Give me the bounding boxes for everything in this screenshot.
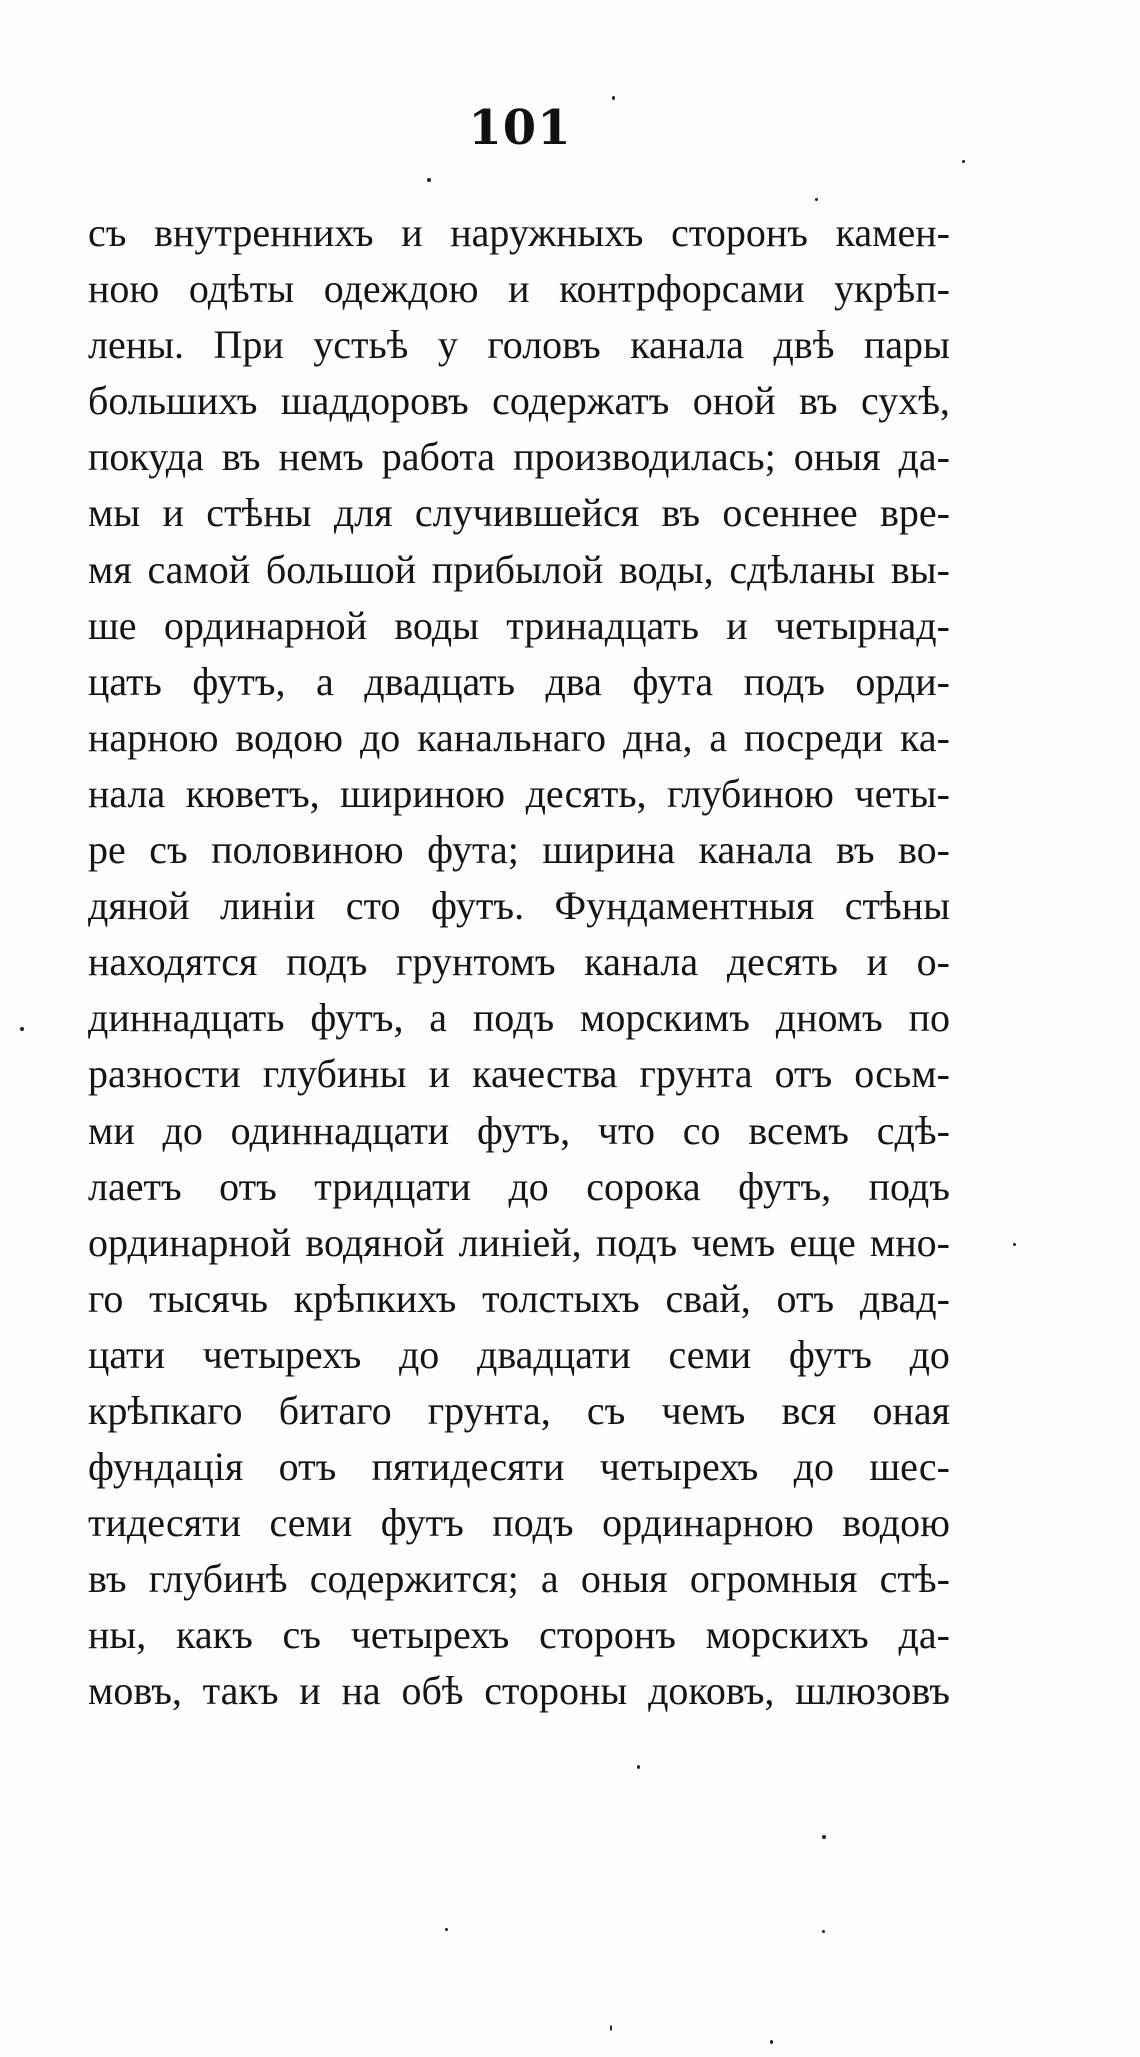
scan-speck xyxy=(445,1928,448,1931)
text-line: находятся подъ грунтомъ канала десять и о- xyxy=(88,939,950,985)
text-line: фундація отъ пятидесяти четырехъ до шес- xyxy=(88,1444,950,1490)
text-line: нарною водою до канальнаго дна, а посреди ка- xyxy=(88,714,950,760)
text-line: ны, какъ съ четырехъ сторонъ морскихъ да- xyxy=(88,1612,950,1658)
text-line: го тысячь крѣпкихъ толстыхъ свай, отъ двад- xyxy=(88,1275,950,1321)
body-text xyxy=(88,205,950,1720)
text-line: лаетъ отъ тридцати до сорока футъ, подъ xyxy=(88,1163,950,1209)
text-line: большихъ шаддоровъ содержатъ оной въ сухѣ, xyxy=(88,378,950,424)
scan-speck xyxy=(822,1930,825,1933)
scan-speck xyxy=(612,96,615,100)
text-line: лены. При устьѣ у головъ канала двѣ пары xyxy=(88,322,950,368)
text-line: диннадцать футъ, а подъ морскимъ дномъ по xyxy=(88,995,950,1041)
text-line: разности глубины и качества грунта отъ осьм- xyxy=(88,1051,950,1097)
text-line: въ глубинѣ содержится; а оныя огромныя стѣ- xyxy=(88,1556,950,1602)
text-line: мя самой большой прибылой воды, сдѣланы вы- xyxy=(88,546,950,592)
scan-speck xyxy=(815,198,818,201)
scan-speck xyxy=(610,2025,612,2031)
text-line: мы и стѣны для случившейся въ осеннее вре- xyxy=(88,490,950,536)
scan-speck xyxy=(770,2040,773,2044)
text-line: тидесяти семи футъ подъ ординарною водою xyxy=(88,1500,950,1546)
scan-speck xyxy=(822,1835,826,1839)
text-line: мовъ, такъ и на обѣ стороны доковъ, шлюзовъ xyxy=(88,1668,950,1714)
scan-speck xyxy=(20,1027,24,1031)
text-line: нала кюветъ, шириною десять, глубиною четы- xyxy=(88,770,950,816)
text-line: цати четырехъ до двадцати семи футъ до xyxy=(88,1331,950,1377)
scan-speck xyxy=(1013,1243,1016,1246)
text-line: съ внутреннихъ и наружныхъ сторонъ камен- xyxy=(88,210,950,255)
page-number: 101 xyxy=(468,100,572,156)
text-line: крѣпкаго битаго грунта, съ чемъ вся оная xyxy=(88,1387,950,1433)
text-line: ми до одиннадцати футъ, что со всемъ сдѣ- xyxy=(88,1107,950,1153)
text-line: дяной линіи сто футъ. Фундаментныя стѣны xyxy=(88,883,950,929)
text-line: покуда въ немъ работа производилась; оныя да- xyxy=(88,434,950,480)
text-line: ординарной водяной линіей, подъ чемъ еще мно- xyxy=(88,1219,950,1265)
scan-speck xyxy=(427,178,431,182)
text-line: ре съ половиною фута; ширина канала въ во- xyxy=(88,827,950,873)
text-line: ною одѣты одеждою и контрфорсами укрѣп- xyxy=(88,266,950,312)
text-line: ше ординарной воды тринадцать и четырнад- xyxy=(88,602,950,648)
text-line: цать футъ, а двадцать два фута подъ орди- xyxy=(88,658,950,704)
scan-speck xyxy=(962,160,965,163)
scan-speck xyxy=(637,1765,640,1769)
